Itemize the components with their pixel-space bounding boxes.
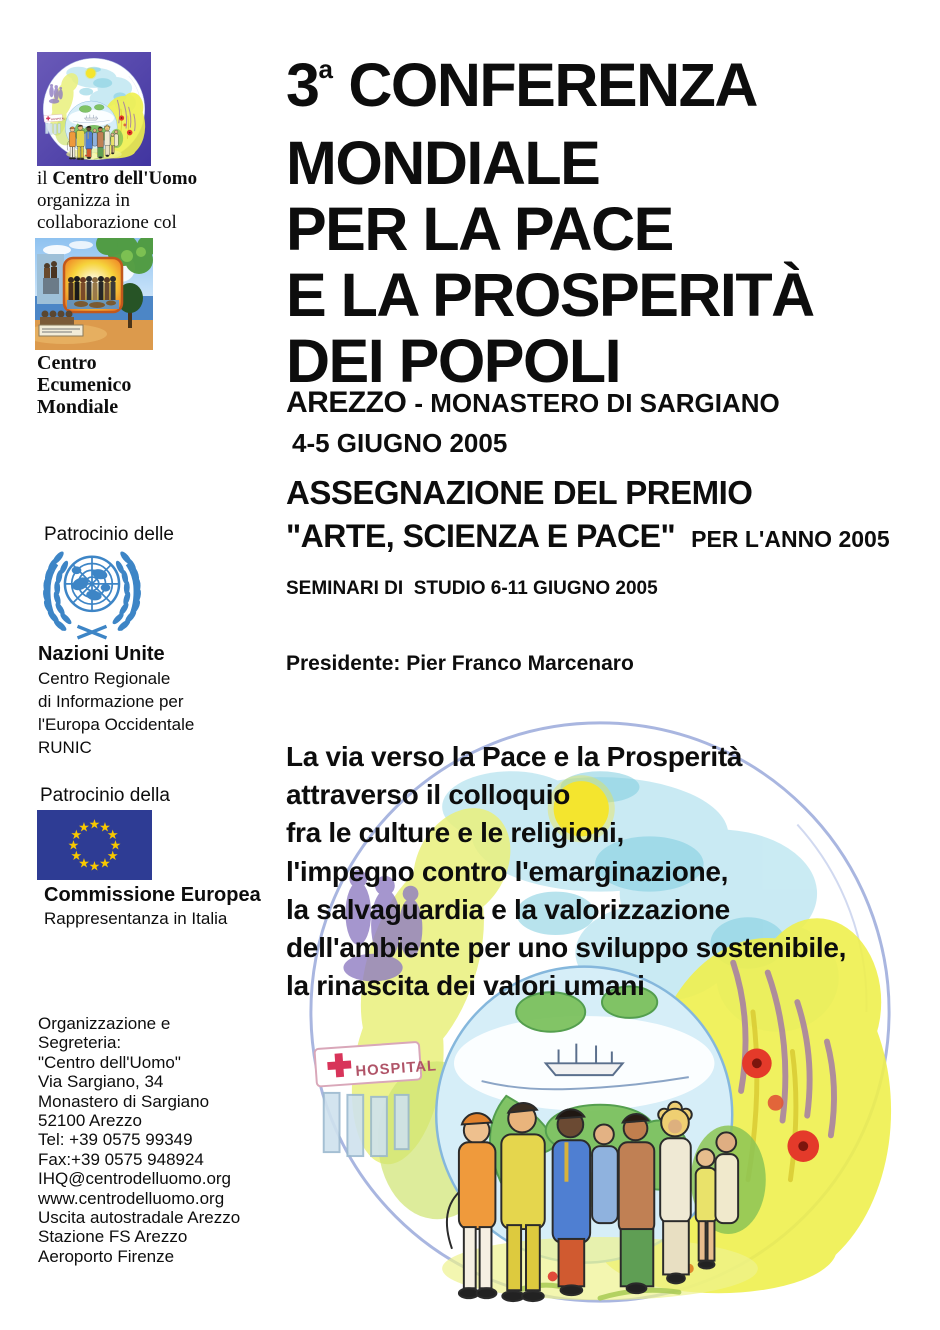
venue-block (286, 386, 780, 459)
award-title: "ARTE, SCIENZA E PACE" (286, 518, 676, 554)
svg-text:★: ★ (67, 837, 80, 853)
manifesto-line: l'impegno contro l'emarginazione, (286, 855, 729, 887)
svg-text:★: ★ (88, 816, 101, 832)
poster-title (286, 52, 814, 394)
title-number: 3 (286, 51, 319, 119)
award-block (286, 474, 890, 555)
contact-line: Aeroporto Firenze (38, 1246, 175, 1266)
svg-text:★: ★ (70, 827, 83, 842)
organizer-name: Centro dell'Uomo (52, 168, 198, 189)
president-line: Presidente: Pier Franco Marcenaro (286, 652, 634, 675)
svg-text:★: ★ (78, 819, 90, 835)
svg-text:★: ★ (106, 848, 119, 863)
svg-text:★: ★ (88, 858, 101, 874)
organizer-block (37, 168, 197, 234)
contact-line-fax: Fax:+39 0575 948924 (38, 1149, 204, 1169)
contact-line: Segreteria: (38, 1033, 122, 1053)
centro-delluomo-logo (37, 52, 151, 166)
manifesto-line: La via verso la Pace e la Prosperità (286, 741, 743, 772)
contact-line-website: www.centrodelluomo.org (38, 1188, 225, 1208)
ecumenical-line3: Mondiale (37, 396, 119, 418)
seminars-line: SEMINARI DI STUDIO 6-11 GIUGNO 2005 (286, 578, 658, 599)
un-line5: RUNIC (38, 738, 92, 757)
title-line1 (286, 52, 814, 130)
un-text-block (38, 642, 194, 759)
contact-line: "Centro dell'Uomo" (38, 1052, 181, 1072)
svg-text:★: ★ (106, 827, 119, 842)
eu-flag-icon (37, 810, 152, 885)
un-line3: di Informazione per (38, 692, 184, 711)
contact-line: Monastero di Sargiano (38, 1091, 210, 1111)
title-line3: PER LA PACE (286, 195, 673, 263)
manifesto-line: la rinascita dei valori umani (286, 970, 645, 1002)
eu-patronage-label: Patrocinio della (40, 785, 170, 806)
svg-text:★: ★ (70, 848, 83, 863)
title-line2: MONDIALE (286, 129, 600, 197)
award-line1: ASSEGNAZIONE DEL PREMIO (286, 474, 753, 511)
svg-text:★: ★ (99, 819, 111, 835)
award-line2 (286, 518, 890, 555)
ecumenical-line2: Ecumenico (37, 374, 132, 396)
organizer-line1 (37, 168, 197, 190)
manifesto-line: attraverso il colloquio (286, 779, 571, 811)
title-line5: DEI POPOLI (286, 327, 621, 395)
title-ordinal: a (318, 54, 333, 84)
title-line4: E LA PROSPERITÀ (286, 261, 814, 329)
un-line2: Centro Regionale (38, 669, 171, 688)
contact-line: 52100 Arezzo (38, 1111, 142, 1131)
un-line4: l'Europa Occidentale (38, 715, 195, 734)
contact-line: Organizzazione e (38, 1014, 171, 1033)
svg-text:★: ★ (78, 855, 90, 871)
un-name: Nazioni Unite (38, 643, 165, 665)
organizer-line3: collaborazione col (37, 212, 177, 233)
ecumenical-line1: Centro (37, 352, 97, 374)
venue-place: - MONASTERO DI SARGIANO (414, 388, 780, 418)
contact-block (38, 1014, 240, 1266)
sunrise-inset (64, 258, 122, 312)
title-line1-text: CONFERENZA (332, 51, 757, 119)
contact-line: Stazione FS Arezzo (38, 1227, 188, 1247)
svg-text:★: ★ (99, 855, 111, 871)
venue-city: AREZZO (286, 386, 407, 419)
contact-line-phone: Tel: +39 0575 99349 (38, 1130, 193, 1150)
eu-subtitle: Rappresentanza in Italia (44, 909, 228, 928)
venue-line (286, 386, 780, 420)
manifesto-line: dell'ambiente per uno sviluppo sostenibile, (286, 932, 847, 964)
manifesto-block (286, 738, 846, 1005)
un-patronage-label: Patrocinio delle (44, 524, 174, 545)
contact-line: Via Sargiano, 34 (38, 1072, 164, 1092)
centro-delluomo-logo-art (42, 57, 146, 161)
organizer-line2: organizza in (37, 190, 131, 211)
ecumenical-block (37, 352, 131, 418)
award-year-note: PER L'ANNO 2005 (691, 526, 890, 552)
svg-text:★: ★ (109, 837, 122, 853)
eu-name: Commissione Europea (44, 884, 261, 906)
centro-ecumenico-logo (35, 238, 153, 350)
un-emblem-icon (34, 545, 150, 647)
manifesto-line: la salvaguardia e la valorizzazione (286, 893, 730, 925)
contact-line-email: IHQ@centrodelluomo.org (38, 1169, 232, 1189)
contact-line: Uscita autostradale Arezzo (38, 1208, 241, 1228)
organizer-prefix: il (37, 168, 53, 189)
manifesto-line: fra le culture e le religioni, (286, 817, 624, 849)
venue-dates: 4-5 GIUGNO 2005 (292, 428, 508, 458)
